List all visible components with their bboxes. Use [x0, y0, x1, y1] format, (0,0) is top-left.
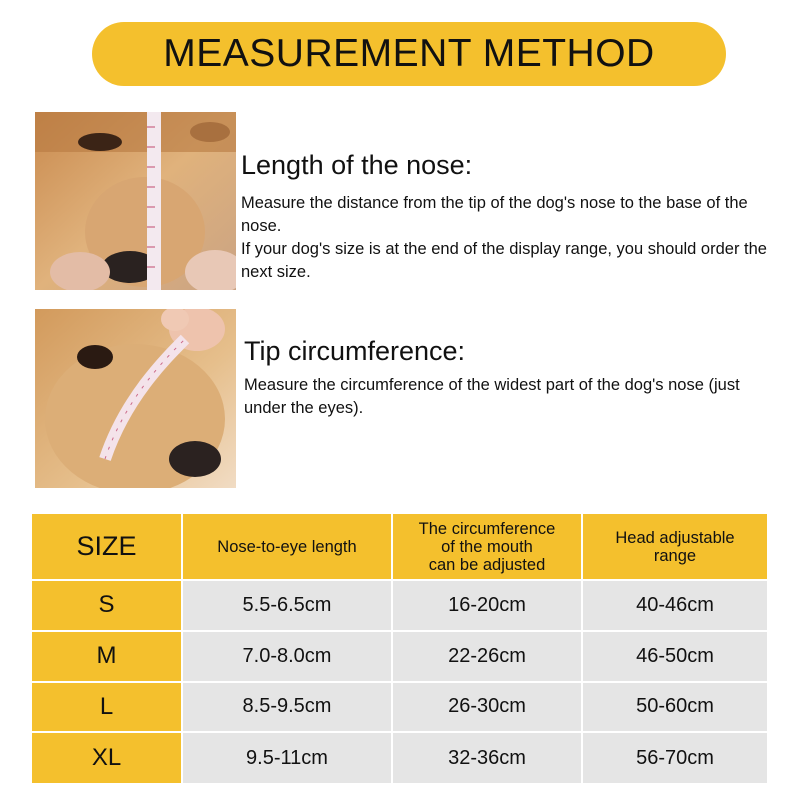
table-row — [32, 682, 767, 733]
nose-length-title: Length of the nose: — [241, 150, 473, 180]
mouth-circumference-value: 26-30cm — [392, 682, 582, 733]
page-title: MEASUREMENT METHOD — [163, 32, 655, 75]
size-chart-table — [32, 514, 767, 783]
nose-length-text: Measure the distance from the tip of the dog's nose to the base of the nose. If your dog's size is at the end of the display range, you should order the next size. — [241, 194, 767, 281]
header-head-range: Head adjustable range — [582, 514, 767, 580]
nose-length-photo — [35, 112, 236, 290]
size-label: M — [32, 631, 182, 682]
head-range-value: 46-50cm — [582, 631, 767, 682]
table-header-row — [32, 514, 767, 580]
nose-to-eye-value: 5.5-6.5cm — [182, 580, 392, 631]
head-range-value: 40-46cm — [582, 580, 767, 631]
tip-circumference-title: Tip circumference: — [244, 336, 466, 366]
tip-circumference-text: Measure the circumference of the widest part of the dog's nose (just under the eyes). — [244, 376, 740, 417]
table-row — [32, 631, 767, 682]
header-size: SIZE — [32, 514, 182, 580]
size-label: S — [32, 580, 182, 631]
table-row — [32, 732, 767, 783]
nose-to-eye-value: 8.5-9.5cm — [182, 682, 392, 733]
size-label: L — [32, 682, 182, 733]
mouth-circumference-value: 32-36cm — [392, 732, 582, 783]
header-mouth-circumference: The circumference of the mouth can be adjusted — [392, 514, 582, 580]
mouth-circumference-value: 16-20cm — [392, 580, 582, 631]
table-row — [32, 580, 767, 631]
tip-circumference-photo — [35, 309, 236, 488]
nose-to-eye-value: 7.0-8.0cm — [182, 631, 392, 682]
nose-to-eye-value: 9.5-11cm — [182, 732, 392, 783]
head-range-value: 56-70cm — [582, 732, 767, 783]
header-nose-to-eye: Nose-to-eye length — [182, 514, 392, 580]
mouth-circumference-value: 22-26cm — [392, 631, 582, 682]
size-label: XL — [32, 732, 182, 783]
head-range-value: 50-60cm — [582, 682, 767, 733]
title-banner — [92, 22, 726, 86]
